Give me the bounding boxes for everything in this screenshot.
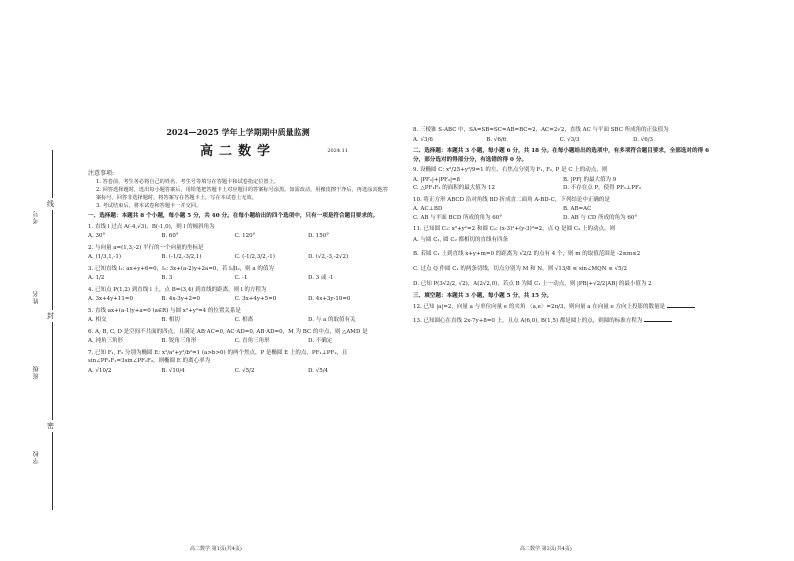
option: C. 相离: [234, 317, 254, 324]
option: D. 4x+3y-10=0: [307, 296, 351, 303]
question-13: [413, 317, 713, 326]
question-10: 10. 将正方形 ABCD 沿对角线 BD 折成直二面角 A-BD-C，下列结论中正确的是: [413, 196, 610, 203]
question-options: [88, 337, 388, 346]
option: B. AB=AC: [563, 206, 592, 213]
notice-heading: 注意事项:: [88, 169, 115, 177]
option: A. √3/6: [413, 136, 433, 143]
question-text: 13. 已知圆心在直线 2x-7y+8=0 上，且点 A(6,0), B(1,5) 都是圆上的点，则圆的标准方程为: [413, 318, 643, 325]
question-options: [413, 176, 713, 193]
question-1: 1. 直线 l 过点 A(-4,√3)，B(-1,0)，则 l 的倾斜角为: [88, 223, 215, 230]
question-options: [413, 205, 713, 222]
option: D. √5/4: [307, 367, 329, 374]
page-footer-1: 高二数学 第1页(共4页): [190, 546, 242, 552]
question-options: [88, 232, 388, 241]
option: C. 过点 Q 作圆 C₁ 的两条切线，切点分别为 M 和 N，则 √13/8 ≤ sin∠MQN ≤ √5/2: [413, 265, 627, 272]
option: C. △PF₁F₂ 的面积的最大值为 12: [413, 185, 495, 192]
option: B. |PF| 的最大值为 9: [563, 176, 617, 183]
question-12: [413, 303, 713, 312]
binding-margin: [22, 150, 62, 510]
question-text: 12. 已知 |a|=2，向量 a 与单位向量 e 的夹角 〈a,e〉=2π/3，则向量 a 在向量 e 方向上投影的数量是: [413, 303, 665, 310]
option: D. AB 与 CD 所成的角为 60°: [563, 214, 638, 221]
question-3: 3. 已知直线 l₁: ax+y+6=0，l₂: 3x+(a-2)y+2a=0，若 l₁∥l₂，则 a 的值为: [88, 265, 274, 272]
question-options: [88, 274, 388, 283]
option: D. 不存在点 P，使得 PF₁⊥PF₂: [563, 185, 642, 192]
question-6: 6. A, B, C, D 是空间不共面的四点，且满足 AB·AC=0, AC·AD=0, AB·AD=0，M 为 BC 的中点，则 △AMD 是: [88, 328, 368, 335]
option: D. 不确定: [307, 338, 333, 345]
seal-mark-feng: 封: [47, 312, 54, 320]
option: C. 120°: [234, 233, 256, 240]
question-options: [88, 367, 388, 376]
option: D. 150°: [307, 233, 329, 240]
option: B. √10/4: [161, 367, 185, 374]
option: B. 4x-3y+2=0: [161, 296, 201, 303]
question-options: [88, 295, 388, 304]
option: A. 30°: [88, 233, 106, 240]
option: B. 60°: [161, 233, 179, 240]
option: C. -1: [234, 275, 248, 282]
option: A. 钝角三角形: [88, 338, 123, 345]
page-footer-2: 高二数学 第2页(共4页): [520, 546, 572, 552]
option: C. √3/3: [559, 136, 580, 143]
notice-item: 1. 答卷前，考生务必将自己的姓名、考生号等填写在答题卡和试卷指定位置上。: [96, 178, 279, 185]
exam-date: 2024.11: [327, 148, 348, 155]
option: D. (√2,-3,-2√2): [307, 254, 349, 261]
option: C. 3x+4y+5=0: [234, 296, 277, 303]
option: C. (-1/2,3/2,-1): [234, 254, 275, 261]
subject-title: [88, 142, 388, 162]
question-11: 11. 已知圆 C₁: x²+y²=2 和圆 C₂: (x-3)²+(y-3)²=2，点 Q 是圆 C₂ 上的动点，则: [413, 226, 616, 233]
question-options: [413, 136, 713, 145]
option: A. 3x+4y+11=0: [88, 296, 133, 303]
left-column: [88, 120, 388, 378]
subject-name: 高二数学: [199, 144, 276, 160]
seal-mark-xian: 线: [47, 200, 54, 208]
option: A. |PF₁|+|PF₂|=8: [413, 176, 461, 183]
section-heading: 一、选择题：本题共 8 个小题，每小题 5 分，共 40 分。在每小题给出的四个选项中，只有一项是符合题目要求的。: [88, 213, 379, 220]
question-9: 9. 设椭圆 C: x²/25+y²/9=1 的左、右焦点分别为 F₁, F₂, P 是 C 上的动点，则: [413, 167, 608, 174]
option: C. 直角三角形: [234, 338, 270, 345]
option: B. 若圆 C₁ 上到直线 x+y+m=0 的距离为 √2/2 的点有 4 个，则 m 的取值范围是 -2≤m≤2: [413, 251, 641, 258]
option: C. √5/2: [234, 367, 255, 374]
option: B. 相切: [161, 317, 180, 324]
option: A. (1/3,1,-1): [88, 254, 121, 261]
exam-number-label: 考号: [33, 210, 40, 224]
question-2: 2. 与向量 a=(1,3,-2) 平行的一个向量的坐标是: [88, 244, 204, 251]
question-options: [88, 253, 388, 262]
right-column: [413, 124, 713, 326]
option: D. 已知 P(3√2/2, √2)，A(2√2,0)，若点 B 为圆 C₁ 上一动点，则 |PB|+√2/2|AB| 的最小值为 2: [413, 280, 652, 287]
section-heading: 三、填空题：本题共 3 小题，每小题 5 分，共 15 分。: [413, 293, 553, 300]
option: D. 与 a 的取值有关: [307, 317, 356, 324]
notice-item: 3. 考试结束后，将本试卷和答题卡一并交回。: [96, 203, 202, 210]
option: A. √10/2: [88, 367, 112, 374]
option: A. 相交: [88, 317, 107, 324]
question-8: 8. 三棱锥 S-ABC 中，SA=SB=SC=AB=BC=2，AC=2√2，直线 AC 与平面 SBC 所成角的正弦值为: [413, 127, 669, 133]
name-label: 姓名: [33, 290, 40, 304]
option: A. AC⊥BD: [413, 206, 443, 213]
question-5: 5. 直线 ax+(a-1)y+a=0 (a∈R) 与圆 x²+y²=4 的位置关系是: [88, 307, 241, 314]
question-4: 4. 已知点 P(1,2) 到直线 l 上，点 B=(3,4) 到直线的距离，则 l 的方程为: [88, 286, 267, 293]
option: B. (-1/2,-3/2,1): [161, 254, 202, 261]
answer-blank: [667, 307, 695, 308]
option: C. AB 与平面 BCD 所成的角为 60°: [413, 214, 503, 221]
class-label: 班级: [33, 365, 40, 379]
option: D. √6/3: [632, 136, 654, 143]
option: D. 3 或 -1: [307, 275, 334, 282]
seal-mark-mi: 密: [47, 422, 54, 430]
school-label: 学校: [33, 450, 40, 464]
notice-item: 2. 回答选择题时，选出每小题答案后，用铅笔把答题卡上对应题目的答案标号涂黑。如需改动，用橡皮擦干净后，再选涂其他答案标号。回答非选择题时，将答案写在答题卡上，写在本试卷上无效。: [96, 186, 388, 201]
answer-blank: [644, 321, 672, 322]
option: A. 1/2: [88, 275, 105, 282]
option: A. 与圆 C₁, 圆 C₂ 都相切的直线有四条: [413, 236, 509, 243]
question-options: [88, 316, 388, 325]
option: B. √6/6: [486, 136, 507, 143]
exam-title: 2024—2025 学年上学期期中质量监测: [166, 127, 310, 137]
section-heading: 二、选择题：本题共 3 小题，每小题 6 分，共 18 分。在每小题给出的选项中，有多项符合题目要求，全部选对的得 6 分，部分选对的得部分分，有选错的得 0 分。: [413, 148, 710, 163]
option: B. 3: [161, 275, 173, 282]
option: B. 锐角三角形: [161, 338, 197, 345]
question-7: 7. 已知 F₁, F₂ 分别为椭圆 E: x²/a²+y²/b²=1 (a>b>0) 的两个焦点，P 是椭圆 E 上的点，PF₁⊥PF₂，且 sin∠PF₂F₁=3sin∠PF₁F₂，则椭圆 E 的离心率为: [88, 349, 348, 365]
